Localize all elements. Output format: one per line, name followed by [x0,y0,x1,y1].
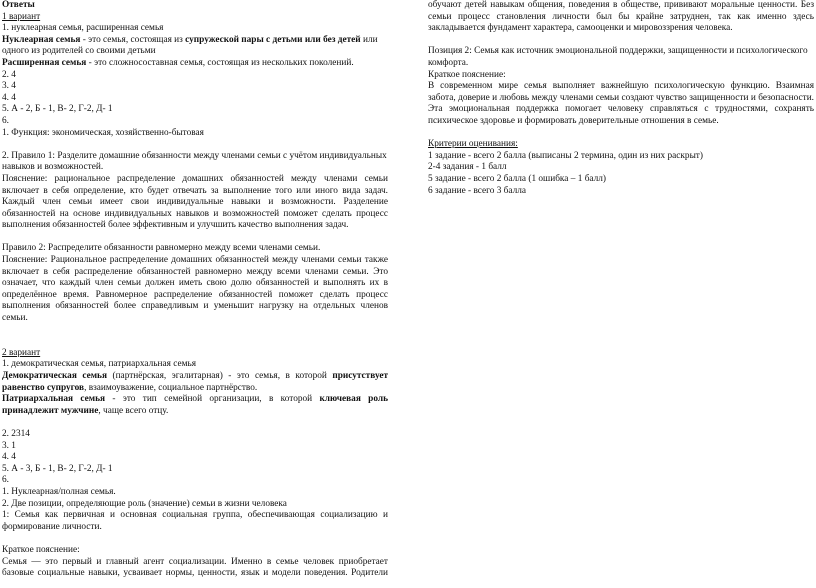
v1-explanation-2-line: определённое время. Равномерное распределение обязанностей поможет сделать процесс [2,289,388,300]
v1-explanation-2-last: семьи. [2,313,28,324]
v1-explanation-2-line: означает, что каждый член семьи должен иметь свою долю обязанностей и выполнять их в [2,278,388,289]
v2-answer-6-1: 1. Нуклеарная/полная семья. [2,486,116,497]
v1-answer-2: 2. 4 [2,69,16,80]
v2-brief-line: Семья — это первый и главный агент социализации. Именно в семье человек приобретает [2,556,388,567]
v2-democratic-definition: Демократическая семья (партнёрская, эгалитарная) - это семья, в которой присутствует [2,371,388,381]
v2-answer-6-2: 2. Две позиции, определяющие роль (значение) семьи в жизни человека [2,498,287,509]
variant-2-heading: 2 вариант [2,347,41,358]
continued-text-line: семьи процесс становления личности был бы крайне затруднен, так как именно здесь [428,11,814,22]
v1-explanation-1-line: Пояснение: рациональное распределение домашних обязанностей между членами семьи [2,173,388,184]
position-2-cont: комфорта. [428,57,469,68]
position-2: Позиция 2: Семья как источник эмоциональной поддержки, защищенности и психологического [428,46,808,57]
continued-text-line: обучают детей навыкам общения, поведения в обществе, прививают моральные ценности. Без [428,0,814,10]
v2-patriarchal-definition: Патриархальная семья - это тип семейной организации, в которой ключевая роль [2,394,388,405]
criteria-title: Критерии оценивания: [428,139,518,150]
v1-answer-1: 1. нуклеарная семья, расширенная семья [2,23,164,34]
v2-brief-label: Краткое пояснение: [2,544,80,555]
right-column [428,0,814,197]
variant-1-heading: 1 вариант [2,11,41,22]
v2-answer-2: 2. 2314 [2,428,30,439]
v2-answer-4: 4. 4 [2,452,16,463]
brief-line: В современном мире семья выполняет важнейшую психологическую функцию. Взаимная [428,81,814,92]
v1-nuclear-definition-cont: одного из родителей со своими детьми [2,46,156,57]
v2-position-1: 1: Семья как первичная и основная социальная группа, обеспечивающая социализацию и [2,510,388,521]
v2-democratic-definition-cont: равенство супругов, взаимоуважение, социальное партнёрство. [2,382,258,393]
v2-answer-5: 5. А - 3, Б - 1, В- 2, Г-2, Д- 1 [2,463,113,474]
v2-brief-line: базовые социальные навыки, усваивает нормы, ценности, язык и модели поведения. Родители [2,568,388,579]
left-column [2,0,388,580]
v1-answer-4: 4. 4 [2,92,16,103]
answers-title: Ответы [2,0,35,10]
v2-answer-1: 1. демократическая семья, патриархальная семья [2,359,196,370]
v1-answer-6: 6. [2,115,9,126]
brief-line: забота, доверие и любовь между членами семьи создают чувство защищенности и безопасности. [428,92,814,103]
v2-answer-3: 3. 1 [2,440,16,451]
v1-explanation-1-last: выполнения обязанностей более эффективным и улучшить качество выполнения задач. [2,220,349,231]
brief-last: психическое здоровье и формировать доверительные отношения в семье. [428,115,719,126]
v1-answer-5: 5. А - 2, Б - 1, В- 2, Г-2, Д- 1 [2,104,113,115]
v1-rule-1-cont: навыков и возможностей. [2,162,104,173]
v2-position-1-cont: формирование личности. [2,521,102,532]
v1-nuclear-definition: Нуклеарная семья - это семья, состоящая из супружеской пары с детьми или без детей или [2,34,378,45]
v2-answer-6: 6. [2,475,9,486]
criteria-item: 5 задание - всего 2 балла (1 ошибка – 1 балл) [428,173,607,184]
v1-explanation-2-line: Пояснение: Рациональное распределение домашних обязанностей между членами семьи также [2,255,388,266]
continued-text-last: закладывается фундамент характера, самооценки и мировоззрения человека. [428,23,733,34]
v1-explanation-1-line: Каждый член семьи имеет свои индивидуальные навыки и возможности. Разделение [2,197,388,208]
v1-answer-6-1: 1. Функция: экономическая, хозяйственно-бытовая [2,127,204,138]
criteria-item: 1 задание - всего 2 балла (выписаны 2 термина, один из них раскрыт) [428,150,703,161]
v1-rule-1: 2. Правило 1: Разделите домашние обязанности между членами семьи с учётом индивидуальных [2,150,387,161]
v2-patriarchal-definition-cont: принадлежит мужчине, чаще всего отцу. [2,405,169,416]
v1-rule-2: Правило 2: Распределите обязанности равномерно между всеми членами семьи. [2,243,321,254]
v1-explanation-2-line: включает в себя распределение обязанностей равномерно между всеми членами семьи. Это [2,266,388,277]
v1-explanation-1-line: обязанностей на основе индивидуальных навыков и возможностей поможет сделать процесс [2,208,388,219]
v1-answer-3: 3. 4 [2,81,16,92]
criteria-item: 2-4 задания - 1 балл [428,162,507,173]
v1-explanation-1-line: включает в себя определение, кто будет отвечать за выполнение того или иного вида задач. [2,185,388,196]
brief-label: Краткое пояснение: [428,69,506,80]
criteria-item: 6 задание - всего 3 балла [428,185,527,196]
v1-explanation-2-line: выполнения обязанностей более справедливым и уменьшит нагрузку на отдельных членов [2,301,388,312]
brief-line: Эта эмоциональная поддержка помогает человеку справляться с трудностями, сохранять [428,104,814,115]
v1-extended-definition: Расширенная семья - это сложносоставная семья, состоящая из нескольких поколений. [2,57,354,68]
